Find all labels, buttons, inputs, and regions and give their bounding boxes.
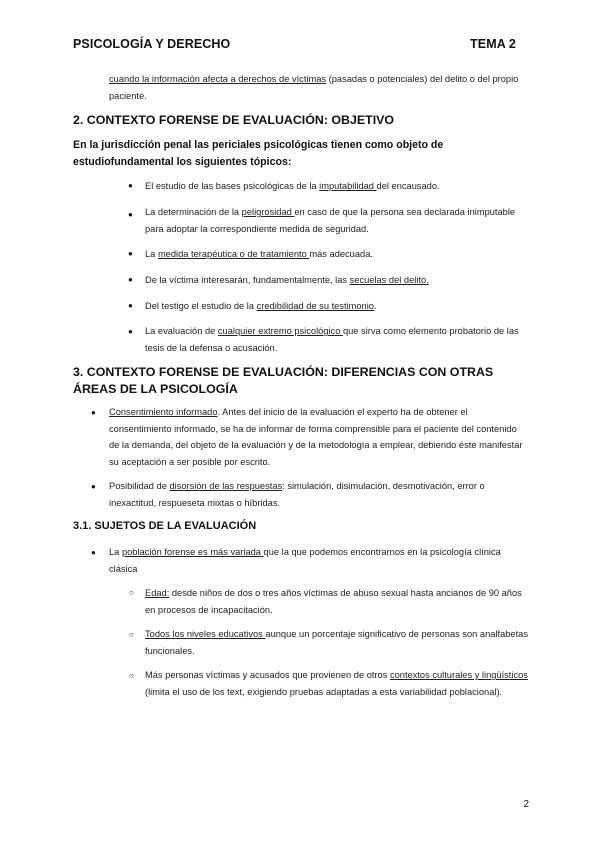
list-item: Posibilidad de disorsión de las respuestas: simulación, disimulación, desmotivación, error o inexactitud, respueseta mixtas o híbridas. (109, 481, 485, 508)
section2-title: 2. CONTEXTO FORENSE DE EVALUACIÓN: OBJETIVO (73, 113, 395, 127)
list-item: La población forense es más variada que la que podemos encontrarnos en la psicología clínica clásica (109, 547, 501, 574)
bullet-icon: ● (128, 249, 133, 258)
bullet-icon: ● (128, 327, 133, 336)
page-number: 2 (523, 799, 529, 810)
header-subject: PSICOLOGÍA Y DERECHO (73, 37, 231, 51)
section31-title: 3.1. SUJETOS DE LA EVALUACIÓN (73, 520, 257, 532)
list-item: Consentimiento informado. Antes del inicio de la evaluación el experto ha de obtener el consentimiento informado, se ha de informar de forma comprensible para el paciente del contenido de la demanda, del objeto de la evaluación y de la metodología a emplear, debiendo éste manifestar su aceptación a ser posible por escrito. (109, 407, 523, 467)
list-item: De la víctima interesarán, fundamentalmente, las secuelas del delito. (145, 275, 429, 285)
bullet-icon: ● (128, 181, 133, 190)
section2-lead: En la jurisdicción penal las periciales psicológicas tienen como objeto de estudiofundamental los siguientes tópicos: (73, 139, 444, 168)
intro-paragraph (109, 71, 529, 104)
list-item: Del testigo el estudio de la credibilidad de su testimonio. (145, 301, 377, 311)
circle-bullet-icon: ○ (129, 630, 134, 639)
bullet-icon: ● (128, 210, 133, 219)
circle-bullet-icon: ○ (129, 671, 134, 680)
bullet-icon: ● (128, 275, 133, 284)
section3-title: 3. CONTEXTO FORENSE DE EVALUACIÓN: DIFERENCIAS CON OTRAS ÁREAS DE LA PSICOLOGÍA (73, 365, 494, 396)
bullet-icon: ● (91, 482, 96, 491)
circle-bullet-icon: ○ (129, 588, 134, 597)
list-item: La evaluación de cualquier extremo psicológico que sirva como elemento probatorio de las tesis de la defensa o acusación. (145, 326, 519, 353)
bullet-icon: ● (91, 548, 96, 557)
intro-rest: (pasadas o potenciales) del delito o del propio paciente. (109, 74, 519, 101)
list-item: El estudio de las bases psicológicas de la imputabilidad del encausado. (145, 181, 440, 191)
sub-list-item: Más personas víctimas y acusados que provienen de otros contextos culturales y lingüísticos (limita el uso de los text, exigiendo pruebas adaptadas a esta variabilidad poblacional). (145, 670, 528, 697)
bullet-icon: ● (91, 408, 96, 417)
header-topic: TEMA 2 (470, 37, 516, 51)
intro-underlined: cuando la información afecta a derechos de víctimas (109, 74, 327, 84)
list-item: La medida terapéutica o de tratamiento más adecuada. (145, 249, 373, 259)
list-item: La determinación de la peligrosidad en caso de que la persona sea declarada inimputable para adoptar la correspondiente medida de seguridad. (145, 207, 516, 234)
bullet-icon: ● (128, 301, 133, 310)
sub-list-item: Todos los niveles educativos aunque un porcentaje significativo de personas son analfabetas funcionales. (145, 629, 528, 656)
sub-list-item: Edad: desde niños de dos o tres años víctimas de abuso sexual hasta ancianos de 90 años en procesos de incapacitación. (145, 588, 522, 615)
